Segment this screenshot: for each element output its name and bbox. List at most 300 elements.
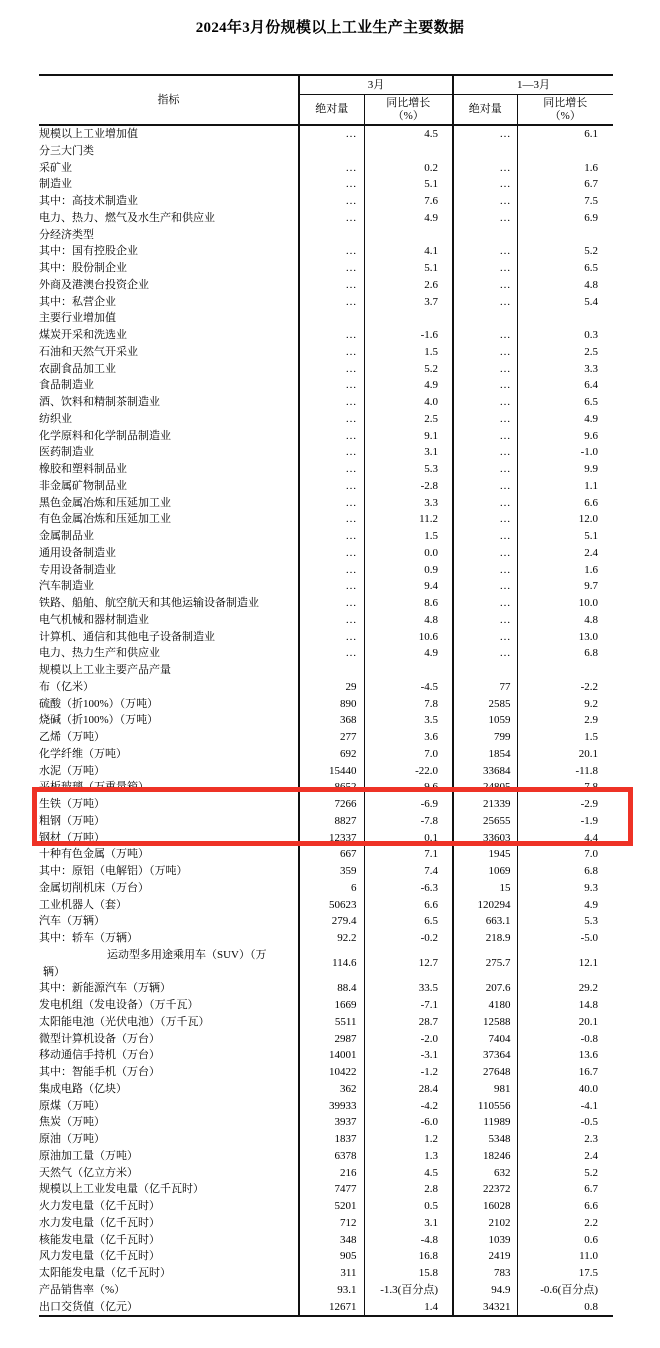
value-cell: … [453, 528, 517, 545]
value-cell [364, 227, 453, 244]
indicator-cell: 天然气（亿立方米） [39, 1165, 299, 1182]
value-cell: 6.5 [364, 913, 453, 930]
table-header [39, 75, 613, 125]
table-row [39, 478, 613, 495]
value-cell: 6.1 [584, 128, 598, 140]
value-cell: 362 [299, 1081, 364, 1098]
value-cell: 2.2 [584, 1216, 598, 1229]
table-body [39, 125, 613, 1316]
table-row [39, 327, 613, 344]
table-row [39, 612, 613, 629]
value-cell: 5.2 [584, 245, 598, 258]
value-cell [453, 227, 517, 244]
value-cell: … [453, 495, 517, 512]
value-cell [517, 227, 613, 244]
table-row [39, 1014, 613, 1031]
value-cell: … [299, 160, 364, 177]
indicator-cell: 外商及港澳台投资企业 [39, 277, 299, 294]
value-cell [517, 310, 613, 327]
value-cell: … [453, 260, 517, 277]
value-cell: … [299, 361, 364, 378]
indicator-cell: 规模以上工业主要产品产量 [39, 662, 299, 679]
indicator-cell: 其中：股份制企业 [39, 260, 299, 277]
value-cell [364, 310, 453, 327]
value-cell: … [299, 478, 364, 495]
value-cell: 216 [299, 1165, 364, 1182]
value-cell: 15.8 [364, 1265, 453, 1282]
value-cell: … [453, 193, 517, 210]
value-cell: 24805 [453, 779, 517, 796]
value-cell: 279.4 [299, 913, 364, 930]
value-cell: -6.0 [364, 1114, 453, 1131]
value-cell: … [299, 411, 364, 428]
indicator-cell: 电力、热力、燃气及水生产和供应业 [39, 210, 299, 227]
table-row [39, 1098, 613, 1115]
value-cell: 632 [453, 1165, 517, 1182]
indicator-cell: 非金属矿物制品业 [39, 478, 299, 495]
value-cell: 4.8 [364, 612, 453, 629]
value-cell: … [299, 277, 364, 294]
value-cell: … [299, 176, 364, 193]
value-cell: 2.5 [584, 345, 598, 358]
value-cell: -0.8 [580, 1032, 598, 1045]
indicator-cell: 风力发电量（亿千瓦时） [39, 1248, 299, 1265]
indicator-cell: 电气机械和器材制造业 [39, 612, 299, 629]
value-cell: 6378 [299, 1148, 364, 1165]
value-cell: 7404 [453, 1031, 517, 1048]
table-row [39, 729, 613, 746]
value-cell: 3.3 [364, 495, 453, 512]
value-cell: 348 [299, 1232, 364, 1249]
indicator-cell: 原油（万吨） [39, 1131, 299, 1148]
value-cell: 10.0 [578, 597, 598, 609]
highlight-box [32, 787, 633, 846]
indicator-cell: 水力发电量（亿千瓦时） [39, 1215, 299, 1232]
value-cell: 4.8 [584, 278, 598, 291]
value-cell: 1.4 [364, 1299, 453, 1317]
indicator-cell: 汽车（万辆） [39, 913, 299, 930]
value-cell: 14.8 [578, 999, 598, 1011]
table-row [39, 1215, 613, 1232]
indicator-cell: 产品销售率（%） [39, 1282, 299, 1299]
value-cell: 9.3 [584, 881, 598, 894]
value-cell: … [453, 545, 517, 562]
value-cell: 663.1 [453, 913, 517, 930]
value-cell: 6.7 [584, 178, 598, 191]
value-cell: 218.9 [453, 930, 517, 947]
indicator-cell: 橡胶和塑料制品业 [39, 461, 299, 478]
value-cell: 12.1 [578, 957, 598, 970]
table-row [39, 645, 613, 662]
value-cell: 14001 [299, 1047, 364, 1064]
value-cell: -1.9 [580, 814, 598, 827]
value-cell: 2102 [453, 1215, 517, 1232]
indicator-cell: 其中：高技术制造业 [39, 193, 299, 210]
value-cell [517, 662, 613, 679]
indicator-cell: 纺织业 [39, 411, 299, 428]
indicator-cell: 食品制造业 [39, 377, 299, 394]
indicator-cell: 规模以上工业增加值 [39, 125, 299, 143]
value-cell: -1.6 [364, 327, 453, 344]
value-cell: 33684 [453, 763, 517, 780]
header-yoy-cumulative [517, 95, 613, 126]
table-row [39, 662, 613, 679]
value-cell: … [299, 125, 364, 143]
value-cell: -3.1 [364, 1047, 453, 1064]
value-cell: 2.3 [584, 1133, 598, 1145]
value-cell: 0.5 [364, 1198, 453, 1215]
value-cell: -7.8 [364, 813, 453, 830]
value-cell: … [453, 243, 517, 260]
indicator-cell: 集成电路（亿块） [39, 1081, 299, 1098]
value-cell: -0.6(百分点) [540, 1283, 598, 1296]
table-row [39, 863, 613, 880]
value-cell: 9.4 [364, 578, 453, 595]
header-yoy-text: 同比增长 [386, 96, 431, 109]
value-cell: 207.6 [453, 980, 517, 997]
value-cell: 7.0 [364, 746, 453, 763]
table-row [39, 1031, 613, 1048]
value-cell: … [299, 210, 364, 227]
table-row [39, 1299, 613, 1317]
value-cell: -6.9 [364, 796, 453, 813]
header-yoy-text: 同比增长 [543, 96, 588, 109]
value-cell: 4.9 [584, 412, 598, 425]
value-cell: … [453, 277, 517, 294]
table-row [39, 277, 613, 294]
table-row [39, 461, 613, 478]
indicator-cell: 化学纤维（万吨） [39, 746, 299, 763]
value-cell [299, 662, 364, 679]
table-row [39, 495, 613, 512]
value-cell: … [299, 260, 364, 277]
value-cell: 4.8 [584, 613, 598, 626]
value-cell: … [453, 327, 517, 344]
table-row [39, 411, 613, 428]
table-row [39, 1198, 613, 1215]
value-cell: 6.9 [584, 211, 598, 224]
value-cell: … [299, 629, 364, 646]
indicator-cell: 其中：新能源汽车（万辆） [39, 980, 299, 997]
value-cell: -2.9 [580, 798, 598, 810]
indicator-cell: 工业机器人（套） [39, 897, 299, 914]
value-cell: 1.1 [584, 479, 598, 492]
table-row [39, 562, 613, 579]
indicator-cell: 出口交货值（亿元） [39, 1299, 299, 1317]
value-cell: 6.5 [584, 262, 598, 274]
value-cell: 6.6 [364, 897, 453, 914]
value-cell: 1945 [453, 846, 517, 863]
value-cell: … [299, 612, 364, 629]
value-cell: … [453, 125, 517, 143]
value-cell: … [453, 461, 517, 478]
indicator-cell: 硫酸（折100%）（万吨） [39, 696, 299, 713]
value-cell: … [299, 428, 364, 445]
value-cell: 7.8 [364, 696, 453, 713]
indicator-cell: 乙烯（万吨） [39, 729, 299, 746]
header-indicator: 指标 [39, 75, 299, 125]
value-cell: … [453, 411, 517, 428]
value-cell: 9.6 [584, 429, 598, 442]
table-row [39, 176, 613, 193]
indicator-cell: 铁路、船舶、航空航天和其他运输设备制造业 [39, 595, 299, 612]
table-row [39, 578, 613, 595]
value-cell: 6.8 [584, 647, 598, 660]
value-cell: 9.7 [584, 580, 598, 593]
value-cell [517, 143, 613, 160]
value-cell: 15440 [299, 763, 364, 780]
table-row [39, 1248, 613, 1265]
table-row [39, 1131, 613, 1148]
value-cell: 1.5 [364, 528, 453, 545]
value-cell: 2.5 [364, 411, 453, 428]
value-cell: 7.0 [584, 848, 598, 861]
indicator-cell: 水泥（万吨） [39, 763, 299, 780]
value-cell: … [299, 344, 364, 361]
value-cell: 2.9 [584, 714, 598, 727]
indicator-cell: 运动型多用途乘用车（SUV）（万 辆） [39, 947, 299, 981]
indicator-cell: 采矿业 [39, 160, 299, 177]
value-cell: 5348 [453, 1131, 517, 1148]
value-cell: 1.3 [364, 1148, 453, 1165]
header-yoy-month [364, 95, 453, 126]
value-cell: 10.6 [364, 629, 453, 646]
value-cell: 4.9 [364, 645, 453, 662]
table-row [39, 947, 613, 981]
indicator-cell: 医药制造业 [39, 444, 299, 461]
value-cell: 34321 [453, 1299, 517, 1317]
value-cell: 1069 [453, 863, 517, 880]
value-cell: 3937 [299, 1114, 364, 1131]
value-cell: 39933 [299, 1098, 364, 1115]
table-row [39, 913, 613, 930]
header-absolute-month: 绝对量 [299, 95, 364, 126]
indicator-cell: 制造业 [39, 176, 299, 193]
value-cell [364, 143, 453, 160]
header-cumulative-group: 1—3月 [453, 75, 613, 95]
value-cell: 2585 [453, 696, 517, 713]
value-cell: … [299, 495, 364, 512]
value-cell: 890 [299, 696, 364, 713]
table-row [39, 294, 613, 311]
value-cell: 114.6 [299, 947, 364, 981]
value-cell [453, 662, 517, 679]
table-row [39, 1282, 613, 1299]
value-cell: 28.7 [364, 1014, 453, 1031]
indicator-cell: 钢材（万吨） [39, 830, 299, 847]
value-cell: 92.2 [299, 930, 364, 947]
indicator-cell: 原煤（万吨） [39, 1098, 299, 1115]
table-row [39, 310, 613, 327]
value-cell: 4.0 [364, 394, 453, 411]
table-row [39, 125, 613, 143]
indicator-cell: 平板玻璃（万重量箱） [39, 779, 299, 796]
value-cell: … [453, 629, 517, 646]
value-cell: 5.2 [364, 361, 453, 378]
value-cell: … [453, 377, 517, 394]
value-cell: 5.1 [364, 260, 453, 277]
value-cell: 0.6 [584, 1233, 598, 1246]
page-title: 2024年3月份规模以上工业生产主要数据 [195, 20, 465, 36]
value-cell: 7.5 [584, 195, 598, 207]
value-cell: 2419 [453, 1248, 517, 1265]
value-cell: 0.8 [517, 1299, 613, 1317]
table-row [39, 629, 613, 646]
value-cell: 5.3 [364, 461, 453, 478]
value-cell: 9.1 [364, 428, 453, 445]
value-cell: 5.2 [584, 1166, 598, 1179]
value-cell: 11989 [453, 1114, 517, 1131]
table-row [39, 528, 613, 545]
indicator-cell: 发电机组（发电设备）（万千瓦） [39, 997, 299, 1014]
indicator-cell: 规模以上工业发电量（亿千瓦时） [39, 1181, 299, 1198]
value-cell: 783 [453, 1265, 517, 1282]
value-cell: … [453, 428, 517, 445]
value-cell: … [453, 612, 517, 629]
value-cell: 0.1 [364, 830, 453, 847]
indicator-cell: 黑色金属冶炼和压延加工业 [39, 495, 299, 512]
value-cell: 2.6 [364, 277, 453, 294]
table-row [39, 980, 613, 997]
header-yoy-unit: （%） [392, 109, 424, 122]
table-row [39, 143, 613, 160]
table-row [39, 696, 613, 713]
value-cell: 29 [299, 679, 364, 696]
value-cell: -22.0 [364, 763, 453, 780]
table-row [39, 1181, 613, 1198]
value-cell: 6.6 [584, 496, 598, 509]
indicator-cell: 烧碱（折100%）（万吨） [39, 712, 299, 729]
indicator-cell: 酒、饮料和精制茶制造业 [39, 394, 299, 411]
value-cell: 12671 [299, 1299, 364, 1317]
table-row [39, 930, 613, 947]
value-cell: 11.0 [579, 1250, 598, 1263]
value-cell: 1837 [299, 1131, 364, 1148]
value-cell: 20.1 [578, 1015, 598, 1028]
indicator-cell: 通用设备制造业 [39, 545, 299, 562]
indicator-cell: 其中：原铝（电解铝）（万吨） [39, 863, 299, 880]
value-cell: 1.5 [584, 731, 598, 743]
value-cell: 16.7 [578, 1066, 598, 1078]
table-row [39, 260, 613, 277]
table-row [39, 595, 613, 612]
indicator-cell: 太阳能发电量（亿千瓦时） [39, 1265, 299, 1282]
table-row [39, 377, 613, 394]
table-row [39, 1114, 613, 1131]
value-cell: 3.3 [584, 362, 598, 375]
value-cell: 5.4 [584, 295, 598, 308]
value-cell: 1.2 [364, 1131, 453, 1148]
value-cell: -2.2 [580, 680, 598, 693]
table-row [39, 444, 613, 461]
value-cell: 20.1 [578, 747, 598, 760]
indicator-cell: 分经济类型 [39, 227, 299, 244]
value-cell: … [453, 394, 517, 411]
value-cell: 4.5 [364, 125, 453, 143]
value-cell: … [453, 344, 517, 361]
value-cell: 4.9 [584, 898, 598, 911]
value-cell: 0.0 [364, 545, 453, 562]
value-cell: 22372 [453, 1181, 517, 1198]
value-cell: 7.4 [364, 863, 453, 880]
value-cell: 6.4 [584, 379, 598, 392]
value-cell: 12.7 [364, 947, 453, 981]
value-cell: 25655 [453, 813, 517, 830]
value-cell: 275.7 [453, 947, 517, 981]
value-cell: 7477 [299, 1181, 364, 1198]
value-cell: 13.0 [578, 630, 598, 643]
value-cell: 667 [299, 846, 364, 863]
indicator-cell: 焦炭（万吨） [39, 1114, 299, 1131]
value-cell: 0.2 [364, 160, 453, 177]
value-cell: 120294 [453, 897, 517, 914]
value-cell: … [453, 478, 517, 495]
value-cell: 12337 [299, 830, 364, 847]
value-cell: … [453, 160, 517, 177]
indicator-cell: 粗钢（万吨） [39, 813, 299, 830]
value-cell: 110556 [453, 1098, 517, 1115]
table-row [39, 361, 613, 378]
table-row [39, 1165, 613, 1182]
value-cell: 905 [299, 1248, 364, 1265]
value-cell: -4.5 [364, 679, 453, 696]
value-cell: 16028 [453, 1198, 517, 1215]
value-cell: 18246 [453, 1148, 517, 1165]
value-cell: 5.3 [584, 915, 598, 928]
value-cell: 12588 [453, 1014, 517, 1031]
value-cell: 11.2 [364, 511, 453, 528]
table-row [39, 210, 613, 227]
indicator-cell: 其中：国有控股企业 [39, 243, 299, 260]
header-yoy-unit: （%） [549, 109, 581, 122]
value-cell: 2.4 [584, 546, 598, 559]
value-cell: 7.6 [364, 193, 453, 210]
table-row [39, 679, 613, 696]
value-cell: … [299, 578, 364, 595]
value-cell: 2987 [299, 1031, 364, 1048]
value-cell: … [453, 562, 517, 579]
value-cell: … [299, 327, 364, 344]
value-cell: 40.0 [578, 1082, 598, 1095]
value-cell: … [299, 461, 364, 478]
table-row [39, 193, 613, 210]
value-cell: 2.4 [584, 1149, 598, 1162]
value-cell: 9.9 [584, 463, 598, 475]
table-row [39, 1148, 613, 1165]
value-cell: 4.9 [364, 210, 453, 227]
value-cell: … [453, 294, 517, 311]
value-cell: … [299, 193, 364, 210]
value-cell: … [453, 511, 517, 528]
value-cell: 6.6 [584, 1200, 598, 1212]
value-cell [453, 310, 517, 327]
value-cell [299, 143, 364, 160]
indicator-cell: 十种有色金属（万吨） [39, 846, 299, 863]
indicator-cell: 专用设备制造业 [39, 562, 299, 579]
indicator-cell: 原油加工量（万吨） [39, 1148, 299, 1165]
value-cell: -0.5 [580, 1116, 598, 1129]
value-cell: -2.8 [364, 478, 453, 495]
value-cell: 5.1 [584, 530, 598, 542]
value-cell: 3.6 [364, 729, 453, 746]
indicator-cell: 其中：私营企业 [39, 294, 299, 311]
value-cell [299, 310, 364, 327]
table-row [39, 997, 613, 1014]
indicator-cell: 化学原料和化学制品制造业 [39, 428, 299, 445]
indicator-cell: 生铁（万吨） [39, 796, 299, 813]
value-cell: … [299, 294, 364, 311]
value-cell: 10422 [299, 1064, 364, 1081]
